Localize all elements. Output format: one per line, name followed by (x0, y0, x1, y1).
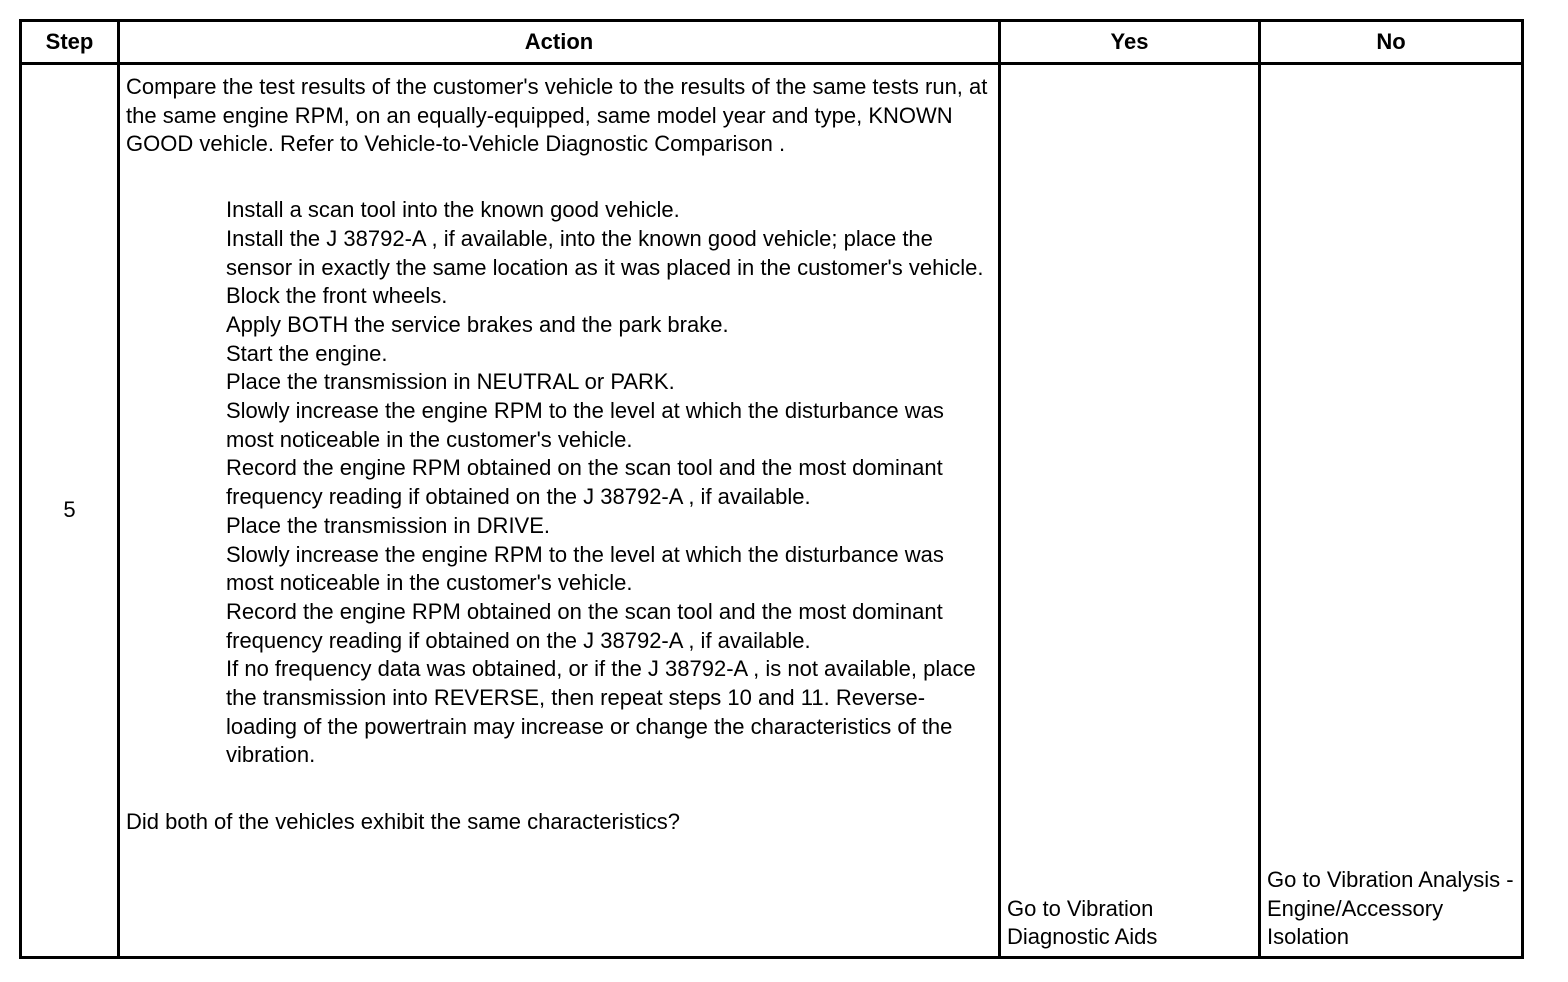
action-step-item: Start the engine. (226, 340, 388, 366)
table-body (21, 64, 1523, 958)
action-steps-list (126, 196, 992, 770)
action-step-item: Install a scan tool into the known good vehicle. (226, 197, 680, 223)
action-step-item: Place the transmission in DRIVE. (226, 512, 551, 538)
action-step-item: Apply BOTH the service brakes and the park brake. (226, 311, 729, 337)
header-row (21, 21, 1523, 64)
step-number: 5 (21, 64, 119, 958)
action-cell (119, 64, 1000, 958)
header-yes: Yes (1000, 21, 1260, 64)
action-intro: Compare the test results of the customer's vehicle to the results of the same tests run, at the same engine RPM, on an equally-equipped, same model year and type, KNOWN GOOD vehicle. Refer to Vehicle-to-Vehicle Diagnostic Comparison . (126, 74, 988, 157)
action-step-item: If no frequency data was obtained, or if the J 38792-A , is not available, place the transmission into REVERSE, then repeat steps 10 and 11. Reverse-loading of the powertrain may increase or change the characteristics of the vibration. (226, 656, 976, 768)
action-step-item: Block the front wheels. (226, 283, 448, 309)
action-step-item: Install the J 38792-A , if available, into the known good vehicle; place the sensor in exactly the same location as it was placed in the customer's vehicle. (226, 225, 984, 280)
yes-result: Go to Vibration Diagnostic Aids (1000, 64, 1260, 958)
action-step-item: Slowly increase the engine RPM to the level at which the disturbance was most noticeable in the customer's vehicle. (226, 541, 944, 596)
no-result: Go to Vibration Analysis - Engine/Accessory Isolation (1260, 64, 1523, 958)
diagnostic-table (19, 19, 1524, 959)
table-row (21, 64, 1523, 958)
action-step-item: Record the engine RPM obtained on the scan tool and the most dominant frequency reading if obtained on the J 38792-A , if available. (226, 598, 943, 653)
table-header (21, 21, 1523, 64)
action-question: Did both of the vehicles exhibit the same characteristics? (126, 809, 680, 835)
header-step: Step (21, 21, 119, 64)
header-no: No (1260, 21, 1523, 64)
action-step-item: Place the transmission in NEUTRAL or PARK. (226, 369, 675, 395)
action-step-item: Slowly increase the engine RPM to the level at which the disturbance was most noticeable in the customer's vehicle. (226, 398, 944, 452)
action-step-item: Record the engine RPM obtained on the scan tool and the most dominant frequency reading if obtained on the J 38792-A , if available. (226, 455, 943, 510)
header-action: Action (119, 21, 1000, 64)
